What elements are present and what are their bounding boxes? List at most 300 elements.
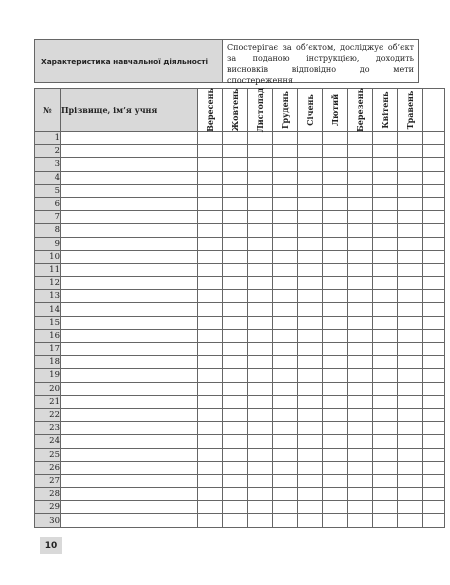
mark-cell[interactable] [398,184,423,197]
mark-cell[interactable] [323,448,348,461]
mark-cell[interactable] [323,290,348,303]
mark-cell[interactable] [423,408,445,421]
mark-cell[interactable] [323,263,348,276]
student-name-cell[interactable] [61,369,198,382]
mark-cell[interactable] [323,369,348,382]
mark-cell[interactable] [398,329,423,342]
mark-cell[interactable] [273,290,298,303]
mark-cell[interactable] [248,461,273,474]
mark-cell[interactable] [248,250,273,263]
mark-cell[interactable] [273,224,298,237]
mark-cell[interactable] [273,316,298,329]
mark-cell[interactable] [198,224,223,237]
mark-cell[interactable] [248,290,273,303]
mark-cell[interactable] [323,329,348,342]
mark-cell[interactable] [398,461,423,474]
mark-cell[interactable] [348,158,373,171]
mark-cell[interactable] [223,422,248,435]
mark-cell[interactable] [348,171,373,184]
mark-cell[interactable] [223,343,248,356]
student-name-cell[interactable] [61,422,198,435]
mark-cell[interactable] [398,448,423,461]
mark-cell[interactable] [323,343,348,356]
mark-cell[interactable] [223,369,248,382]
mark-cell[interactable] [348,501,373,514]
mark-cell[interactable] [398,435,423,448]
mark-cell[interactable] [248,316,273,329]
student-name-cell[interactable] [61,343,198,356]
mark-cell[interactable] [248,435,273,448]
mark-cell[interactable] [423,263,445,276]
mark-cell[interactable] [248,132,273,145]
mark-cell[interactable] [223,448,248,461]
mark-cell[interactable] [323,171,348,184]
mark-cell[interactable] [423,461,445,474]
student-name-cell[interactable] [61,474,198,487]
mark-cell[interactable] [348,448,373,461]
mark-cell[interactable] [248,488,273,501]
mark-cell[interactable] [423,197,445,210]
mark-cell[interactable] [298,184,323,197]
mark-cell[interactable] [323,211,348,224]
mark-cell[interactable] [398,250,423,263]
mark-cell[interactable] [248,408,273,421]
mark-cell[interactable] [248,224,273,237]
mark-cell[interactable] [323,408,348,421]
mark-cell[interactable] [373,395,398,408]
mark-cell[interactable] [223,171,248,184]
mark-cell[interactable] [398,488,423,501]
mark-cell[interactable] [298,316,323,329]
mark-cell[interactable] [198,395,223,408]
mark-cell[interactable] [398,474,423,487]
mark-cell[interactable] [348,184,373,197]
mark-cell[interactable] [373,145,398,158]
mark-cell[interactable] [198,211,223,224]
mark-cell[interactable] [198,356,223,369]
mark-cell[interactable] [298,171,323,184]
mark-cell[interactable] [398,422,423,435]
mark-cell[interactable] [298,422,323,435]
mark-cell[interactable] [248,171,273,184]
mark-cell[interactable] [273,422,298,435]
mark-cell[interactable] [248,369,273,382]
student-name-cell[interactable] [61,171,198,184]
mark-cell[interactable] [423,250,445,263]
mark-cell[interactable] [398,197,423,210]
mark-cell[interactable] [223,263,248,276]
mark-cell[interactable] [348,408,373,421]
mark-cell[interactable] [298,237,323,250]
mark-cell[interactable] [398,369,423,382]
student-name-cell[interactable] [61,435,198,448]
mark-cell[interactable] [198,132,223,145]
mark-cell[interactable] [348,250,373,263]
mark-cell[interactable] [248,356,273,369]
mark-cell[interactable] [373,461,398,474]
mark-cell[interactable] [348,303,373,316]
mark-cell[interactable] [373,329,398,342]
mark-cell[interactable] [373,369,398,382]
mark-cell[interactable] [423,435,445,448]
mark-cell[interactable] [223,158,248,171]
mark-cell[interactable] [323,184,348,197]
mark-cell[interactable] [198,303,223,316]
mark-cell[interactable] [223,316,248,329]
mark-cell[interactable] [198,158,223,171]
mark-cell[interactable] [223,184,248,197]
mark-cell[interactable] [298,343,323,356]
mark-cell[interactable] [423,316,445,329]
mark-cell[interactable] [248,158,273,171]
mark-cell[interactable] [423,145,445,158]
mark-cell[interactable] [198,474,223,487]
mark-cell[interactable] [398,395,423,408]
student-name-cell[interactable] [61,329,198,342]
mark-cell[interactable] [398,171,423,184]
mark-cell[interactable] [298,382,323,395]
mark-cell[interactable] [323,277,348,290]
mark-cell[interactable] [223,237,248,250]
mark-cell[interactable] [373,474,398,487]
student-name-cell[interactable] [61,250,198,263]
mark-cell[interactable] [248,184,273,197]
mark-cell[interactable] [248,263,273,276]
mark-cell[interactable] [398,263,423,276]
mark-cell[interactable] [348,197,373,210]
mark-cell[interactable] [423,474,445,487]
mark-cell[interactable] [323,488,348,501]
mark-cell[interactable] [348,277,373,290]
mark-cell[interactable] [223,356,248,369]
mark-cell[interactable] [223,303,248,316]
mark-cell[interactable] [223,435,248,448]
mark-cell[interactable] [373,263,398,276]
mark-cell[interactable] [223,514,248,527]
mark-cell[interactable] [248,329,273,342]
mark-cell[interactable] [198,171,223,184]
mark-cell[interactable] [198,435,223,448]
mark-cell[interactable] [273,158,298,171]
mark-cell[interactable] [223,211,248,224]
mark-cell[interactable] [223,461,248,474]
mark-cell[interactable] [323,474,348,487]
mark-cell[interactable] [423,501,445,514]
mark-cell[interactable] [423,277,445,290]
mark-cell[interactable] [273,250,298,263]
mark-cell[interactable] [198,488,223,501]
mark-cell[interactable] [398,132,423,145]
mark-cell[interactable] [223,224,248,237]
mark-cell[interactable] [298,461,323,474]
mark-cell[interactable] [398,382,423,395]
mark-cell[interactable] [323,395,348,408]
mark-cell[interactable] [323,382,348,395]
mark-cell[interactable] [273,277,298,290]
mark-cell[interactable] [223,132,248,145]
mark-cell[interactable] [323,514,348,527]
mark-cell[interactable] [348,514,373,527]
mark-cell[interactable] [273,435,298,448]
mark-cell[interactable] [373,356,398,369]
mark-cell[interactable] [348,435,373,448]
mark-cell[interactable] [373,514,398,527]
mark-cell[interactable] [348,145,373,158]
mark-cell[interactable] [423,488,445,501]
mark-cell[interactable] [248,395,273,408]
mark-cell[interactable] [348,422,373,435]
student-name-cell[interactable] [61,263,198,276]
mark-cell[interactable] [373,237,398,250]
mark-cell[interactable] [198,461,223,474]
mark-cell[interactable] [373,501,398,514]
student-name-cell[interactable] [61,224,198,237]
mark-cell[interactable] [198,514,223,527]
mark-cell[interactable] [423,448,445,461]
mark-cell[interactable] [248,211,273,224]
mark-cell[interactable] [323,132,348,145]
mark-cell[interactable] [323,422,348,435]
mark-cell[interactable] [348,488,373,501]
mark-cell[interactable] [398,514,423,527]
mark-cell[interactable] [423,356,445,369]
mark-cell[interactable] [348,329,373,342]
mark-cell[interactable] [373,290,398,303]
mark-cell[interactable] [298,329,323,342]
mark-cell[interactable] [298,501,323,514]
mark-cell[interactable] [348,263,373,276]
mark-cell[interactable] [423,369,445,382]
student-name-cell[interactable] [61,514,198,527]
mark-cell[interactable] [423,343,445,356]
mark-cell[interactable] [423,184,445,197]
mark-cell[interactable] [223,474,248,487]
mark-cell[interactable] [273,132,298,145]
mark-cell[interactable] [298,356,323,369]
mark-cell[interactable] [248,343,273,356]
mark-cell[interactable] [198,448,223,461]
mark-cell[interactable] [273,171,298,184]
mark-cell[interactable] [273,382,298,395]
mark-cell[interactable] [398,343,423,356]
mark-cell[interactable] [323,356,348,369]
student-name-cell[interactable] [61,488,198,501]
mark-cell[interactable] [298,303,323,316]
mark-cell[interactable] [248,277,273,290]
mark-cell[interactable] [298,250,323,263]
mark-cell[interactable] [273,474,298,487]
student-name-cell[interactable] [61,408,198,421]
mark-cell[interactable] [248,501,273,514]
mark-cell[interactable] [273,356,298,369]
student-name-cell[interactable] [61,303,198,316]
mark-cell[interactable] [398,356,423,369]
mark-cell[interactable] [398,158,423,171]
mark-cell[interactable] [398,145,423,158]
mark-cell[interactable] [373,422,398,435]
mark-cell[interactable] [223,290,248,303]
mark-cell[interactable] [348,290,373,303]
mark-cell[interactable] [198,422,223,435]
mark-cell[interactable] [198,501,223,514]
mark-cell[interactable] [373,382,398,395]
mark-cell[interactable] [298,224,323,237]
mark-cell[interactable] [373,448,398,461]
student-name-cell[interactable] [61,448,198,461]
mark-cell[interactable] [423,224,445,237]
mark-cell[interactable] [423,514,445,527]
mark-cell[interactable] [373,277,398,290]
mark-cell[interactable] [223,395,248,408]
mark-cell[interactable] [423,171,445,184]
mark-cell[interactable] [398,290,423,303]
mark-cell[interactable] [298,263,323,276]
student-name-cell[interactable] [61,158,198,171]
mark-cell[interactable] [273,488,298,501]
mark-cell[interactable] [323,303,348,316]
mark-cell[interactable] [273,211,298,224]
mark-cell[interactable] [198,408,223,421]
mark-cell[interactable] [273,501,298,514]
mark-cell[interactable] [348,343,373,356]
mark-cell[interactable] [223,329,248,342]
mark-cell[interactable] [348,461,373,474]
mark-cell[interactable] [273,329,298,342]
mark-cell[interactable] [273,303,298,316]
mark-cell[interactable] [273,263,298,276]
mark-cell[interactable] [273,514,298,527]
student-name-cell[interactable] [61,501,198,514]
mark-cell[interactable] [298,197,323,210]
mark-cell[interactable] [423,395,445,408]
mark-cell[interactable] [248,197,273,210]
mark-cell[interactable] [273,448,298,461]
mark-cell[interactable] [423,422,445,435]
mark-cell[interactable] [373,132,398,145]
mark-cell[interactable] [423,158,445,171]
mark-cell[interactable] [223,501,248,514]
mark-cell[interactable] [248,448,273,461]
mark-cell[interactable] [348,132,373,145]
mark-cell[interactable] [298,290,323,303]
mark-cell[interactable] [298,395,323,408]
mark-cell[interactable] [348,369,373,382]
mark-cell[interactable] [223,408,248,421]
mark-cell[interactable] [398,408,423,421]
mark-cell[interactable] [273,145,298,158]
mark-cell[interactable] [273,197,298,210]
mark-cell[interactable] [298,158,323,171]
student-name-cell[interactable] [61,316,198,329]
mark-cell[interactable] [373,250,398,263]
mark-cell[interactable] [198,237,223,250]
mark-cell[interactable] [223,382,248,395]
mark-cell[interactable] [373,224,398,237]
mark-cell[interactable] [248,303,273,316]
mark-cell[interactable] [373,171,398,184]
mark-cell[interactable] [423,132,445,145]
mark-cell[interactable] [423,329,445,342]
mark-cell[interactable] [273,343,298,356]
mark-cell[interactable] [398,316,423,329]
mark-cell[interactable] [198,290,223,303]
mark-cell[interactable] [248,514,273,527]
mark-cell[interactable] [248,474,273,487]
student-name-cell[interactable] [61,184,198,197]
student-name-cell[interactable] [61,290,198,303]
mark-cell[interactable] [298,474,323,487]
mark-cell[interactable] [273,408,298,421]
mark-cell[interactable] [373,197,398,210]
student-name-cell[interactable] [61,382,198,395]
mark-cell[interactable] [223,277,248,290]
mark-cell[interactable] [298,369,323,382]
mark-cell[interactable] [298,211,323,224]
mark-cell[interactable] [198,277,223,290]
student-name-cell[interactable] [61,461,198,474]
mark-cell[interactable] [298,145,323,158]
mark-cell[interactable] [273,369,298,382]
mark-cell[interactable] [198,382,223,395]
mark-cell[interactable] [248,422,273,435]
mark-cell[interactable] [273,184,298,197]
mark-cell[interactable] [248,145,273,158]
mark-cell[interactable] [323,461,348,474]
mark-cell[interactable] [198,250,223,263]
mark-cell[interactable] [423,382,445,395]
mark-cell[interactable] [373,158,398,171]
mark-cell[interactable] [298,488,323,501]
student-name-cell[interactable] [61,145,198,158]
mark-cell[interactable] [298,448,323,461]
mark-cell[interactable] [373,408,398,421]
mark-cell[interactable] [248,237,273,250]
mark-cell[interactable] [223,488,248,501]
mark-cell[interactable] [323,250,348,263]
mark-cell[interactable] [198,184,223,197]
mark-cell[interactable] [298,435,323,448]
mark-cell[interactable] [398,501,423,514]
student-name-cell[interactable] [61,132,198,145]
mark-cell[interactable] [198,329,223,342]
mark-cell[interactable] [348,211,373,224]
mark-cell[interactable] [198,316,223,329]
mark-cell[interactable] [223,250,248,263]
student-name-cell[interactable] [61,197,198,210]
mark-cell[interactable] [323,237,348,250]
mark-cell[interactable] [298,514,323,527]
mark-cell[interactable] [198,343,223,356]
mark-cell[interactable] [423,290,445,303]
mark-cell[interactable] [273,461,298,474]
mark-cell[interactable] [198,369,223,382]
mark-cell[interactable] [198,263,223,276]
mark-cell[interactable] [323,224,348,237]
mark-cell[interactable] [323,435,348,448]
mark-cell[interactable] [373,303,398,316]
mark-cell[interactable] [273,237,298,250]
mark-cell[interactable] [373,488,398,501]
mark-cell[interactable] [373,343,398,356]
mark-cell[interactable] [348,356,373,369]
student-name-cell[interactable] [61,211,198,224]
mark-cell[interactable] [398,224,423,237]
mark-cell[interactable] [348,382,373,395]
mark-cell[interactable] [373,211,398,224]
mark-cell[interactable] [323,158,348,171]
student-name-cell[interactable] [61,277,198,290]
mark-cell[interactable] [398,277,423,290]
